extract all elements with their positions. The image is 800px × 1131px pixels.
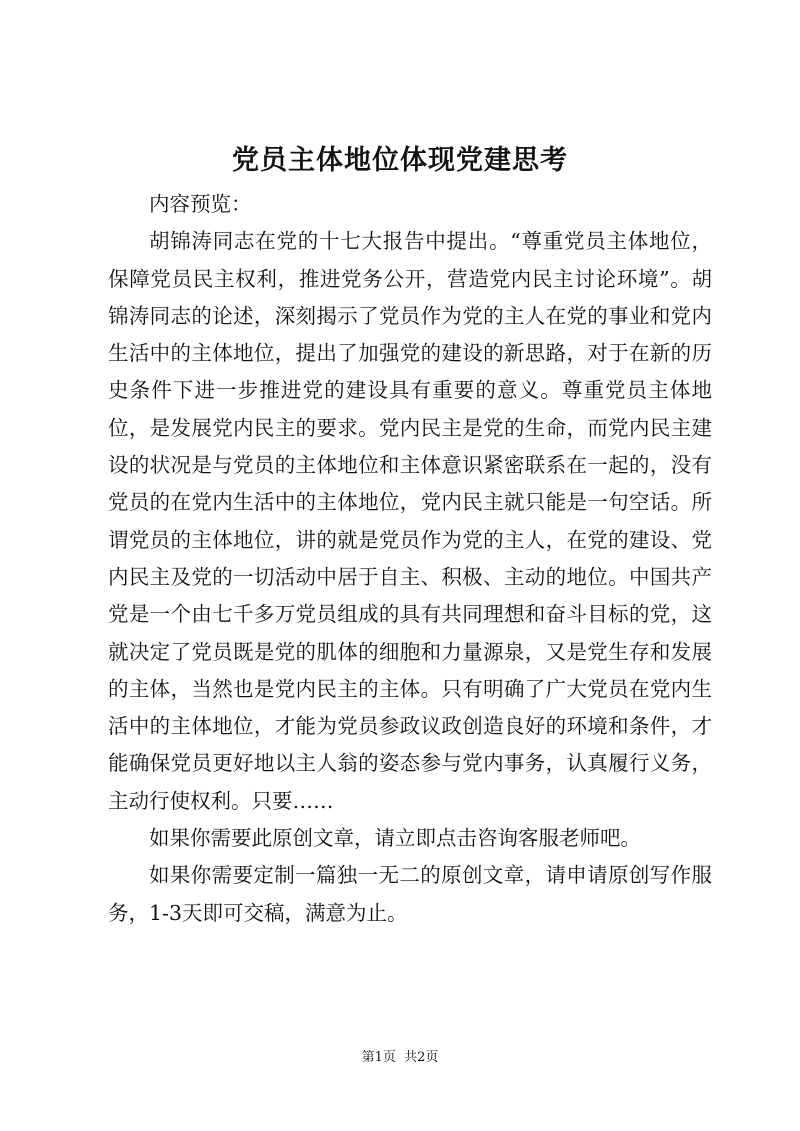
- main-paragraph: 胡锦涛同志在党的十七大报告中提出。“尊重党员主体地位，保障党员民主权利，推进党务公开，营造党内民主讨论环境”。胡锦涛同志的论述，深刻揭示了党员作为党的主人在党的事业和党内生活中的主体地位，提出了加强党的建设的新思路，对于在新的历史条件下进一步推进党的建设具有重要的意义。尊重党员主体地位，是发展党内民主的要求。党内民主是党的生命，而党内民主建设的状况是与党员的主体地位和主体意识紧密联系在一起的，没有党员的在党内生活中的主体地位，党内民主就只能是一句空话。所谓党员的主体地位，讲的就是党员作为党的主人，在党的建设、党内民主及党的一切活动中居于自主、积极、主动的地位。中国共产党是一个由七千多万党员组成的具有共同理想和奋斗目标的党，这就决定了党员既是党的肌体的细胞和力量源泉，又是党生存和发展的主体，当然也是党内民主的主体。只有明确了广大党员在党内生活中的主体地位，才能为党员参政议政创造良好的环境和条件，才能确保党员更好地以主人翁的姿态参与党内事务，认真履行义务，主动行使权利。只要……: [108, 229, 712, 813]
- contact-paragraph: 如果你需要此原创文章，请立即点击咨询客服老师吧。: [149, 826, 641, 851]
- page-footer: [0, 1046, 800, 1065]
- service-paragraph: 如果你需要定制一篇独一无二的原创文章，请申请原创写作服务，1-3天即可交稿，满意为止。: [108, 863, 712, 925]
- document-title: 党员主体地位体现党建思考: [232, 145, 568, 176]
- page-total: 共2页: [404, 1050, 439, 1065]
- page-number: 第1页: [361, 1050, 396, 1065]
- document-body: [108, 186, 712, 932]
- preview-label: 内容预览：: [149, 192, 252, 216]
